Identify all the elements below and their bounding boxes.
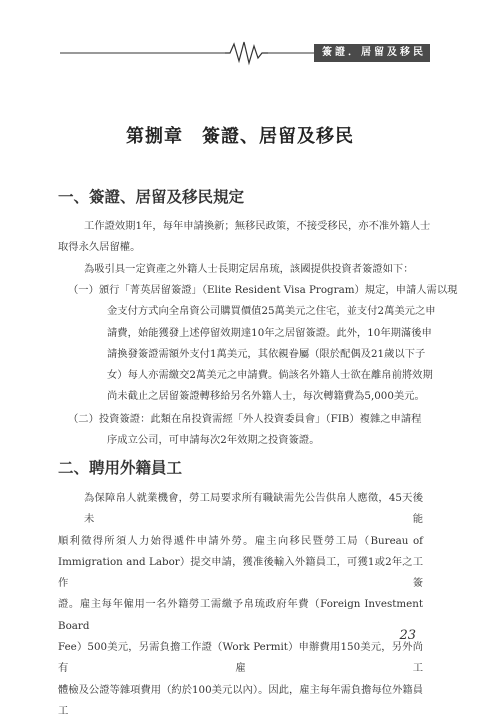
text-line: 為吸引具一定資產之外籍人士長期定居帛琉，該國提供投資者簽證如下： bbox=[84, 263, 414, 275]
text-line: （二）投資簽證：此類在帛投資需經「外人投資委員會」（FIB）複雜之申請程 bbox=[68, 413, 422, 425]
text-line: 金支付方式向全帛資公司購買價值25萬美元之住宅，並支付2萬美元之申 bbox=[107, 305, 436, 318]
text-line: 取得永久居留權。 bbox=[58, 241, 141, 254]
section2-paragraph bbox=[58, 488, 423, 722]
running-header bbox=[60, 38, 430, 66]
text-line: 女）每人亦需繳交2萬美元之申請費。倘該名外籍人士欲在離帛前將效期 bbox=[107, 369, 433, 382]
text-line: Immigration and Labor）提交申請，獲准後輸入外籍員工，可獲1或2年之工作簽 bbox=[58, 555, 423, 590]
text-line: 序成立公司，可申請每次2年效期之投資簽證。 bbox=[107, 434, 320, 447]
chapter-title: 第捌章 簽證、居留及移民 bbox=[126, 126, 354, 147]
page-number: 23 bbox=[399, 628, 416, 643]
text-line: 順利徵得所須人力始得遞件申請外勞。雇主向移民暨勞工局（Bureau of bbox=[58, 534, 423, 547]
text-line: 請費，始能獲發上述停留效期達10年之居留簽證。此外，10年期滿後申 bbox=[107, 326, 432, 339]
text-line: 證。雇主每年僱用一名外籍勞工需繳予帛琉政府年費（Foreign Investment Board bbox=[58, 598, 423, 632]
text-line: 工作證效期1年，每年申請換新；無移民政策，不接受移民，亦不准外籍人士 bbox=[84, 220, 431, 232]
section1-paragraph-1 bbox=[58, 216, 431, 259]
section1-paragraph-2 bbox=[58, 259, 423, 280]
text-line: （一）頒行「菁英居留簽證」（Elite Resident Visa Program）規定，申請人需以現 bbox=[68, 284, 458, 296]
text-line: Fee）500美元，另需負擔工作證（Work Permit）申辦費用150美元，另外尚有雇工 bbox=[58, 641, 423, 675]
text-line: 請換發簽證需額外支付1萬美元，其依親眷屬（限於配偶及21歲以下子 bbox=[107, 347, 426, 360]
text-line: 體檢及公證等雜項費用（約於100美元以內）。因此，雇主每年需負擔每位外籍員工 bbox=[58, 683, 423, 717]
section-heading-1: 一、簽證、居留及移民規定 bbox=[58, 187, 245, 206]
text-line: 尚未截止之居留簽證轉移給另名外籍人士，每次轉籍費為5,000美元。 bbox=[107, 390, 425, 403]
list-item-2 bbox=[68, 409, 424, 452]
text-line: 為保障帛人就業機會，勞工局要求所有職缺需先公告供帛人應徵，45天後未能 bbox=[84, 492, 423, 526]
section-heading-2: 二、聘用外籍員工 bbox=[58, 458, 183, 477]
list-item-1 bbox=[68, 280, 458, 408]
header-tag: 簽證．居留及移民 bbox=[314, 44, 430, 62]
